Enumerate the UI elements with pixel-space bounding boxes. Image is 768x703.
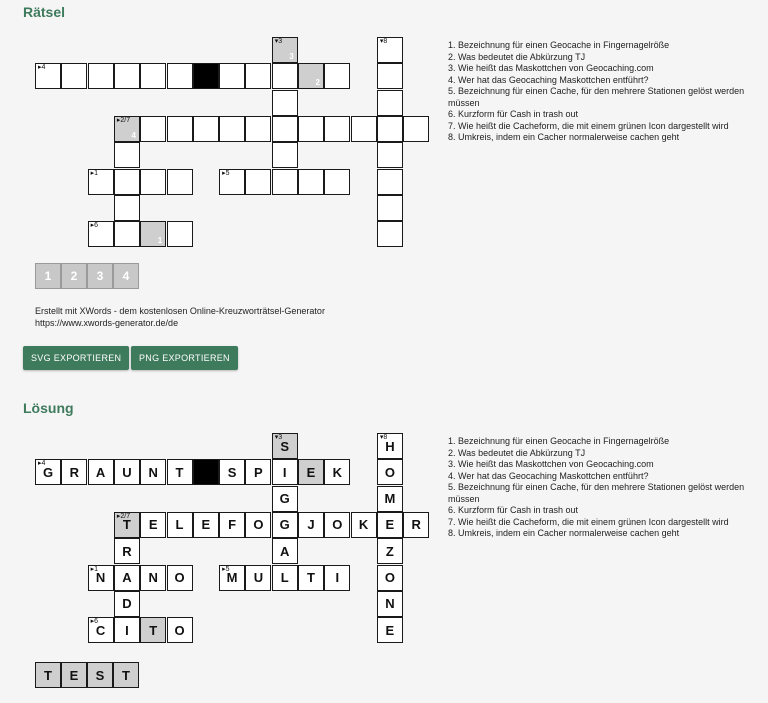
cell-letter: T [175,464,184,480]
grid-cell [272,116,298,142]
clue-item: 3. Wie heißt das Maskottchen von Geocaching.com [448,63,654,73]
grid-cell [377,459,403,485]
clue-item: 1. Bezeichnung für einen Geocache in Fingernagelröße [448,436,670,446]
grid-cell [403,116,429,142]
clue-item: 6. Kurzform für Cash in trash out [448,109,579,119]
grid-cell [377,90,403,116]
grid-cell [114,169,140,195]
cell-letter: I [282,464,287,480]
clue-number: ▸6 [90,222,99,230]
grid-cell [272,90,298,116]
grid-cell [377,221,403,247]
cell-letter: I [335,570,340,585]
grid-cell [140,63,166,89]
cell-letter: D [122,596,132,612]
puzzle-heading: Rätsel [23,4,66,20]
grid-cell [403,512,429,538]
cell-letter: E [306,464,316,480]
cell-letter: J [307,517,315,533]
grid-cell [324,169,350,195]
credit-line: Erstellt mit XWords - dem kostenlosen Online-Kreuzworträtsel-Generator [35,306,325,316]
solution-position-mark: 3 [289,52,294,61]
clue-item: 2. Was bedeutet die Abkürzung TJ [448,447,586,458]
grid-cell [377,169,403,195]
black-cell [193,459,219,485]
clue-item: 5. Bezeichnung für einen Cache, für den mehrere Stationen gelöst werden müssen [448,482,745,504]
grid-cell [377,195,403,221]
grid-cell [140,565,166,591]
grid-cell [35,63,61,89]
cell-letter: F [228,517,237,533]
cell-letter: K [358,517,369,533]
grid-cell [167,63,193,89]
clue-number: ▸1 [90,169,99,177]
solution-position-mark: 2 [315,78,320,88]
grid-cell [114,195,140,221]
cell-letter: C [95,622,106,638]
grid-cell [114,565,140,591]
grid-cell [88,221,114,247]
cell-letter: Z [385,543,394,559]
grid-cell [272,512,298,538]
grid-cell [272,37,298,63]
cell-letter: N [385,596,395,612]
credit-url: https://www.xwords-generator.de/de [35,318,179,328]
cell-letter: T [122,517,131,533]
grid-cell [114,142,140,168]
grid-cell [167,565,193,591]
cell-letter: O [174,622,185,638]
grid-cell [114,591,140,617]
cell-letter: G [42,464,54,480]
grid-cell [298,63,324,89]
grid-cell [272,459,298,485]
clue-number: ▸2/7 [116,116,131,124]
cell-letter: N [148,570,158,585]
grid-cell [61,459,87,485]
cell-letter: T [149,622,158,638]
grid-cell [167,512,193,538]
cell-letter: T [307,570,315,585]
clue-list [448,40,758,144]
grid-cell [114,221,140,247]
cell-letter: P [254,464,263,480]
grid-cell [298,565,324,591]
solution-position-mark: 4 [131,130,136,140]
grid-cell [324,512,350,538]
cell-letter: A [122,570,132,585]
solution-letter-cell: T [113,662,139,688]
grid-cell [114,116,140,142]
grid-cell [377,565,403,591]
grid-cell [377,486,403,512]
cell-letter: A [95,464,106,480]
grid-cell [140,169,166,195]
clue-item: 8. Umkreis, indem ein Cacher normalerweise cachen geht [448,132,680,142]
solution-number-cell: 3 [87,263,113,289]
grid-cell [114,538,140,564]
grid-cell [88,63,114,89]
grid-cell [114,512,140,538]
grid-cell [351,512,377,538]
grid-cell [219,459,245,485]
grid-cell [114,63,140,89]
grid-cell [324,63,350,89]
cell-letter: R [122,543,132,559]
cell-letter: E [385,517,395,533]
grid-cell [167,221,193,247]
solution-number-cell: 2 [61,263,87,289]
svg-export-button[interactable]: SVG EXPORTIEREN [23,346,129,370]
clue-item: 2. Was bedeutet die Abkürzung TJ [448,51,586,62]
cell-letter: U [253,570,264,585]
solution-clue-list [448,436,758,540]
grid-cell [167,617,193,643]
grid-cell [272,433,298,459]
grid-cell [219,63,245,89]
cell-letter: H [385,438,395,454]
grid-cell [245,459,271,485]
grid-cell [324,116,350,142]
grid-cell [272,63,298,89]
grid-cell [219,116,245,142]
cell-letter: R [411,517,421,533]
cell-letter: G [279,491,290,507]
grid-cell [140,116,166,142]
grid-cell [298,169,324,195]
clue-number: ▾8 [379,434,388,441]
grid-cell [88,565,114,591]
grid-cell [140,221,166,247]
grid-cell [35,459,61,485]
grid-cell [140,459,166,485]
grid-cell [61,63,87,89]
grid-cell [245,116,271,142]
grid-cell [193,116,219,142]
cell-letter: K [332,464,342,480]
cell-letter: O [332,517,343,533]
solution-position-mark: 1 [157,236,163,246]
grid-cell [88,169,114,195]
clue-item: 6. Kurzform für Cash in trash out [448,505,579,515]
cell-letter: R [69,464,79,480]
grid-cell [219,169,245,195]
grid-cell [377,142,403,168]
grid-cell [140,617,166,643]
solution-number-strip [35,263,139,289]
grid-cell [298,459,324,485]
solution-word-strip [35,662,139,688]
clue-number: ▸5 [222,169,230,177]
cell-letter: G [279,517,290,533]
cell-letter: I [125,622,129,638]
grid-cell [298,116,324,142]
cell-letter: N [148,464,158,480]
grid-cell [377,63,403,89]
cell-letter: E [148,517,158,533]
grid-cell [193,512,219,538]
grid-cell [377,538,403,564]
grid-cell [167,116,193,142]
grid-cell [219,565,245,591]
clue-item: 4. Wer hat das Geocaching Maskottchen entführt? [448,74,649,85]
cell-letter: U [122,464,132,480]
grid-cell [272,169,298,195]
grid-cell [114,459,140,485]
clue-number: ▾8 [379,38,388,45]
grid-cell [272,565,298,591]
grid-cell [377,433,403,459]
cell-letter: L [175,517,184,533]
cell-letter: M [226,570,238,585]
cell-letter: M [384,491,396,507]
solution-letter-cell: E [61,662,87,688]
solution-number-cell: 4 [113,263,139,289]
grid-cell [272,486,298,512]
solution-letter-cell: S [87,662,113,688]
grid-cell [219,512,245,538]
clue-number: ▾3 [274,38,283,45]
cell-letter: N [95,570,106,585]
grid-cell [272,142,298,168]
grid-cell [324,565,350,591]
grid-cell [167,459,193,485]
grid-cell [167,169,193,195]
clue-item: 3. Wie heißt das Maskottchen von Geocaching.com [448,459,654,469]
clue-number: ▸1 [90,565,99,573]
clue-item: 7. Wie heißt die Cacheform, die mit einem grünen Icon dargestellt wird [448,120,729,131]
cell-letter: O [384,570,395,585]
clue-number: ▸5 [222,565,230,573]
clue-number: ▸4 [38,64,46,72]
grid-cell [272,538,298,564]
cell-letter: O [253,517,264,533]
clue-item: 8. Umkreis, indem ein Cacher normalerweise cachen geht [448,528,680,538]
solution-number-cell: 1 [35,263,61,289]
crossword-solution-grid [0,396,430,696]
credit-text [35,305,325,329]
grid-cell [377,512,403,538]
grid-cell [298,512,324,538]
clue-number: ▸6 [90,618,99,626]
grid-cell [324,459,350,485]
clue-item: 5. Bezeichnung für einen Cache, für den mehrere Stationen gelöst werden müssen [448,86,745,108]
clue-item: 4. Wer hat das Geocaching Maskottchen entführt? [448,470,649,481]
grid-cell [88,459,114,485]
grid-cell [245,63,271,89]
cell-letter: E [385,622,395,638]
grid-cell [377,591,403,617]
cell-letter: E [201,517,211,533]
grid-cell [114,617,140,643]
cell-letter: S [280,438,290,454]
cell-letter: O [384,464,395,480]
grid-cell [245,169,271,195]
grid-cell [140,512,166,538]
grid-cell [245,512,271,538]
grid-cell [88,617,114,643]
grid-cell [377,37,403,63]
clue-item: 1. Bezeichnung für einen Geocache in Fingernagelröße [448,40,670,50]
cell-letter: A [279,543,290,559]
solution-letter-cell: T [35,662,61,688]
clue-number: ▸4 [38,460,46,468]
clue-item: 7. Wie heißt die Cacheform, die mit einem grünen Icon dargestellt wird [448,516,729,527]
black-cell [193,63,219,89]
png-export-button[interactable]: PNG EXPORTIEREN [131,346,238,370]
grid-cell [351,116,377,142]
cell-letter: L [280,570,289,585]
cell-letter: O [174,570,185,585]
crossword-grid [0,0,430,300]
clue-number: ▸2/7 [116,512,131,520]
grid-cell [377,116,403,142]
grid-cell [377,617,403,643]
grid-cell [245,565,271,591]
cell-letter: S [227,464,237,480]
clue-number: ▾3 [274,434,283,441]
solution-heading: Lösung [23,400,74,416]
